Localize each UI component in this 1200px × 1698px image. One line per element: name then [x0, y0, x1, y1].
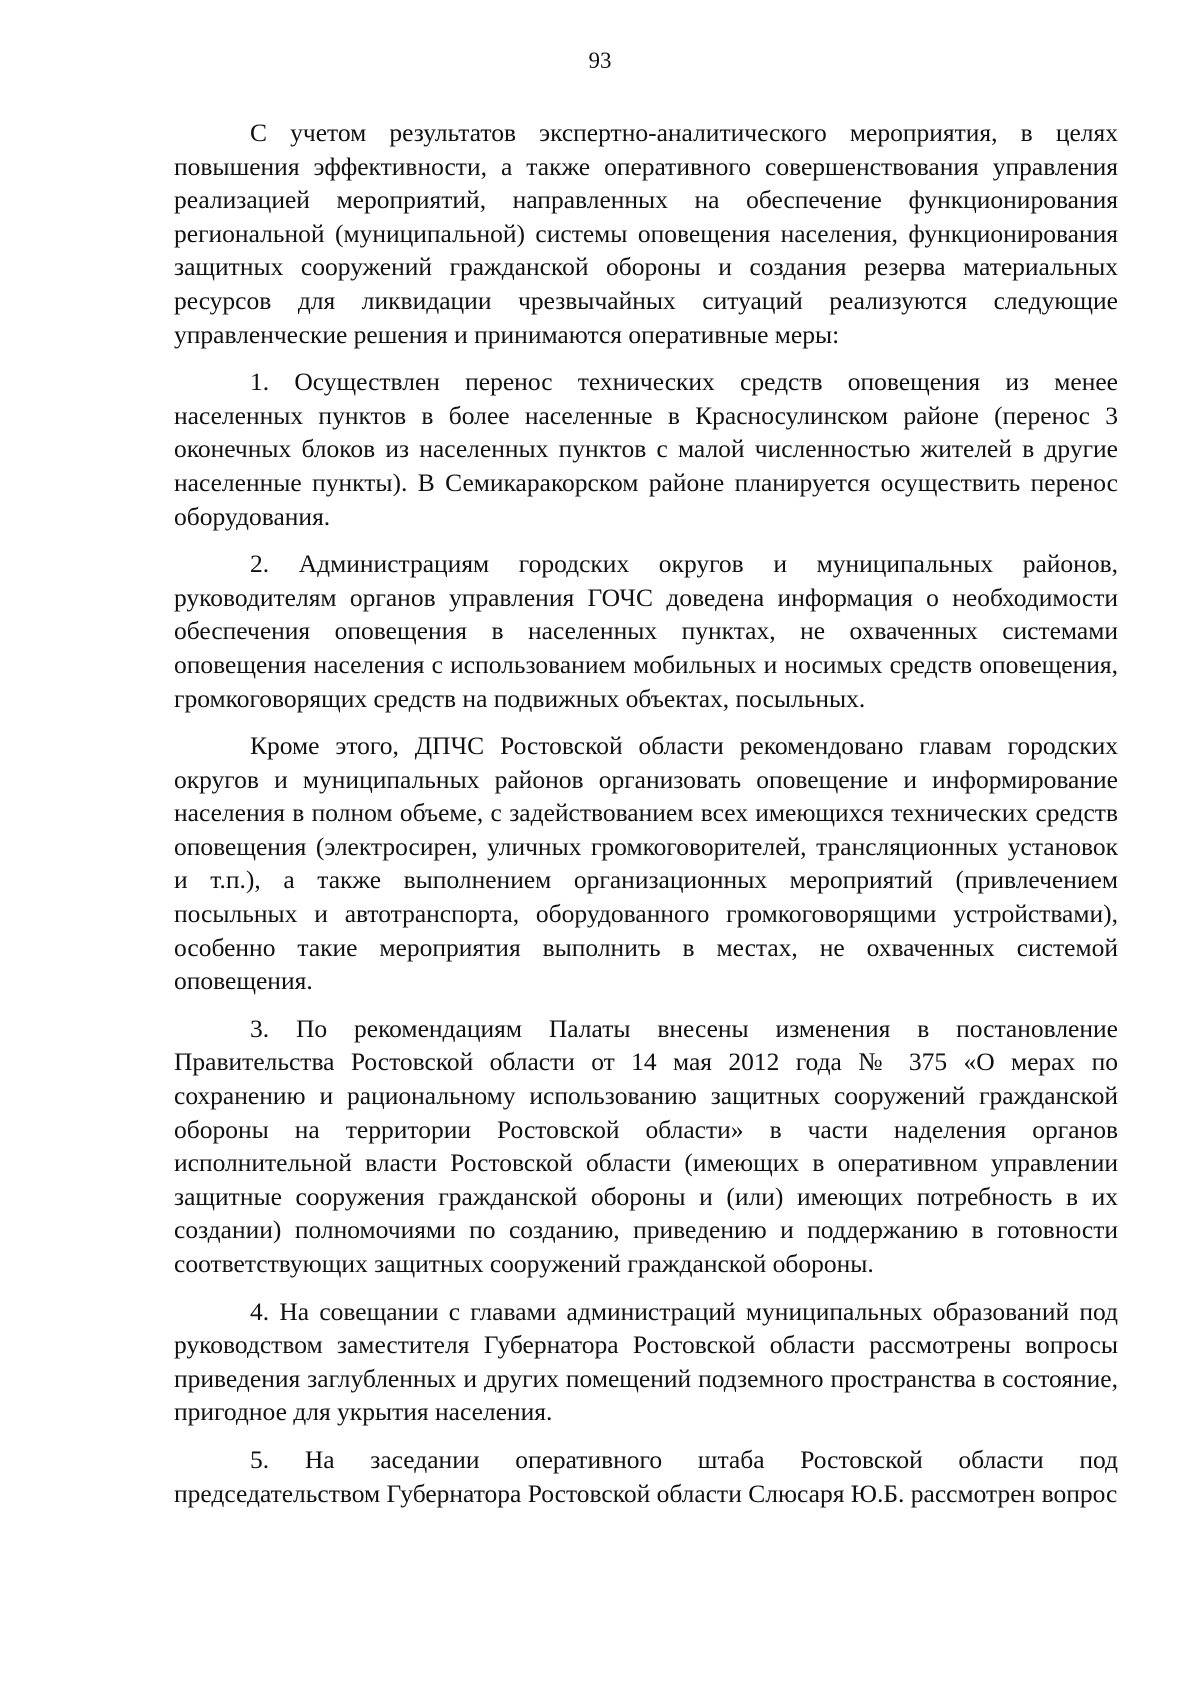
paragraph-intro: С учетом результатов экспертно-аналитического мероприятия, в целях повышения эффективности, а также оперативного совершенствования управления реализацией мероприятий, направленных на обеспечение функционирования региональной (муниципальной) системы оповещения населения, функционирования защитных сооружений гражданской обороны и создания резерва материальных ресурсов для ликвидации чрезвычайных ситуаций реализуются следующие управленческие решения и принимаются оперативные меры: — [174, 118, 1118, 349]
paragraph-item-2-continued: Кроме этого, ДПЧС Ростовской области рекомендовано главам городских округов и муниципальных районов организовать оповещение и информирование населения в полном объеме, с задействованием всех имеющихся технических средств оповещения (электросирен, уличных громкоговорителей, трансляционных установок и т.п.), а также выполнением организационных мероприятий (привлечением посыльных и автотранспорта, оборудованного громкоговорящими устройствами), особенно такие мероприятия выполнить в местах, не охваченных системой оповещения. — [174, 731, 1118, 996]
page-number: 93 — [588, 48, 612, 73]
paragraph-item-2: 2. Администрациям городских округов и муниципальных районов, руководителям органов управления ГОЧС доведена информация о необходимости обеспечения оповещения в населенных пунктах, не охваченных системами оповещения населения с использованием мобильных и носимых средств оповещения, громкоговорящих средств на подвижных объектах, посыльных. — [174, 549, 1118, 713]
paragraph-item-4: 4. На совещании с главами администраций муниципальных образований под руководством заместителя Губернатора Ростовской области рассмотрены вопросы приведения заглубленных и других помещений подземного пространства в состояние, пригодное для укрытия населения. — [174, 1296, 1118, 1427]
paragraph-item-1: 1. Осуществлен перенос технических средств оповещения из менее населенных пунктов в более населенные в Красносулинском районе (перенос 3 оконечных блоков из населенных пунктов с малой численностью жителей в другие населенные пункты). В Семикаракорском районе планируется осуществить перенос оборудования. — [174, 367, 1118, 531]
document-body — [174, 116, 1118, 1524]
paragraph-item-3: 3. По рекомендациям Палаты внесены изменения в постановление Правительства Ростовской области от 14 мая 2012 года № 375 «О мерах по сохранению и рациональному использованию защитных сооружений гражданской обороны на территории Ростовской области» в части наделения органов исполнительной власти Ростовской области (имеющих в оперативном управлении защитные сооружения гражданской обороны и (или) имеющих потребность в их создании) полномочиями по созданию, приведению и поддержанию в готовности соответствующих защитных сооружений гражданской обороны. — [174, 1013, 1118, 1278]
paragraph-item-5: 5. На заседании оперативного штаба Ростовской области под председательством Губернатора Ростовской области Слюсаря Ю.Б. рассмотрен вопрос — [174, 1444, 1118, 1508]
